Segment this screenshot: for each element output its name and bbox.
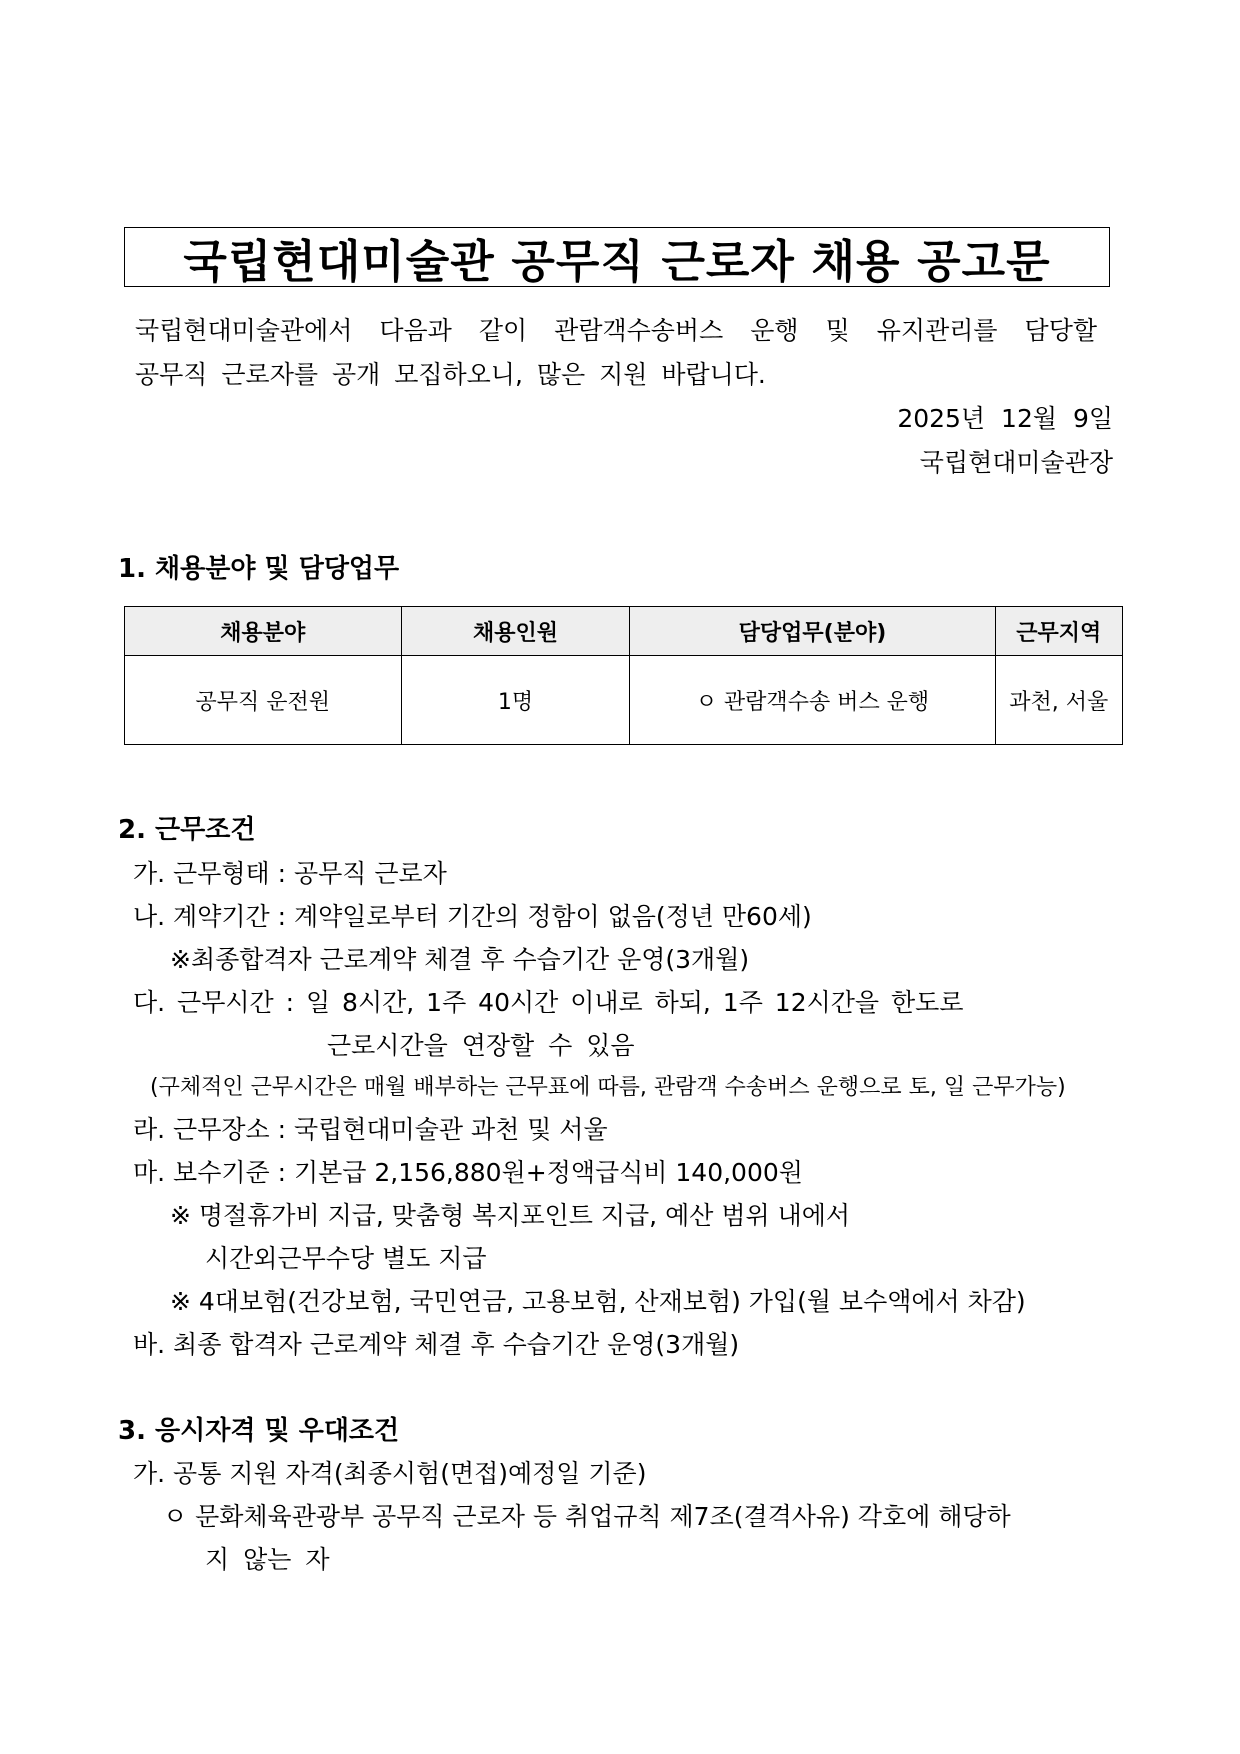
condition-ma-note-1a: ※ 명절휴가비 지급, 맞춤형 복지포인트 지급, 예산 범위 내에서: [170, 1201, 851, 1230]
jobs-table: [124, 606, 1123, 745]
condition-ma-note-2: ※ 4대보험(건강보험, 국민연금, 고용보험, 산재보험) 가입(월 보수액에서 차감): [170, 1287, 1026, 1316]
table-row: [125, 656, 1123, 745]
section-2-heading: 2. 근무조건: [118, 815, 256, 845]
intro-line-2: 공무직 근로자를 공개 모집하오니, 많은 지원 바랍니다.: [135, 360, 766, 389]
issue-date: 2025년 12월 9일: [897, 404, 1113, 433]
condition-na: 나. 계약기간 : 계약일로부터 기간의 정함이 없음(정년 만60세): [133, 902, 812, 931]
qualification-ga: 가. 공통 지원 자격(최종시험(면접)예정일 기준): [133, 1459, 647, 1488]
condition-ma: 마. 보수기준 : 기본급 2,156,880원+정액급식비 140,000원: [133, 1158, 803, 1187]
header-location: 근무지역: [995, 607, 1122, 656]
document-title: 국립현대미술관 공무직 근로자 채용 공고문: [183, 234, 1051, 288]
qualification-item-1b: 지 않는 자: [205, 1545, 330, 1574]
qualification-item-1a: ㅇ 문화체육관광부 공무직 근로자 등 취업규칙 제7조(결격사유) 각호에 해당하: [163, 1502, 1011, 1531]
section-1-heading: 1. 채용분야 및 담당업무: [118, 554, 400, 584]
condition-ra: 라. 근무장소 : 국립현대미술관 과천 및 서울: [133, 1115, 608, 1144]
cell-headcount: 1명: [401, 656, 630, 745]
condition-da-note: (구체적인 근무시간은 매월 배부하는 근무표에 따름, 관람객 수송버스 운행으로 토, 일 근무가능): [150, 1075, 1066, 1100]
cell-location: 과천, 서울: [995, 656, 1122, 745]
header-field: 채용분야: [125, 607, 402, 656]
condition-ma-note-1b: 시간외근무수당 별도 지급: [205, 1244, 487, 1273]
header-duties: 담당업무(분야): [630, 607, 995, 656]
issuer: 국립현대미술관장: [919, 448, 1113, 477]
cell-field: 공무직 운전원: [125, 656, 402, 745]
title-box: [124, 227, 1110, 287]
condition-ga: 가. 근무형태 : 공무직 근로자: [133, 859, 447, 888]
intro-line-1: 국립현대미술관에서 다음과 같이 관람객수송버스 운행 및 유지관리를 담당할: [135, 316, 1097, 345]
header-headcount: 채용인원: [401, 607, 630, 656]
condition-da-1: 다. 근무시간 : 일 8시간, 1주 40시간 이내로 하되, 1주 12시간을 한도로: [133, 988, 964, 1017]
condition-na-note: ※최종합격자 근로계약 체결 후 수습기간 운영(3개월): [170, 945, 750, 974]
condition-ba: 바. 최종 합격자 근로계약 체결 후 수습기간 운영(3개월): [133, 1330, 740, 1359]
cell-duties: ㅇ 관람객수송 버스 운행: [630, 656, 995, 745]
section-3-heading: 3. 응시자격 및 우대조건: [118, 1416, 400, 1446]
table-header-row: [125, 607, 1123, 656]
condition-da-2: 근로시간을 연장할 수 있음: [327, 1031, 635, 1060]
